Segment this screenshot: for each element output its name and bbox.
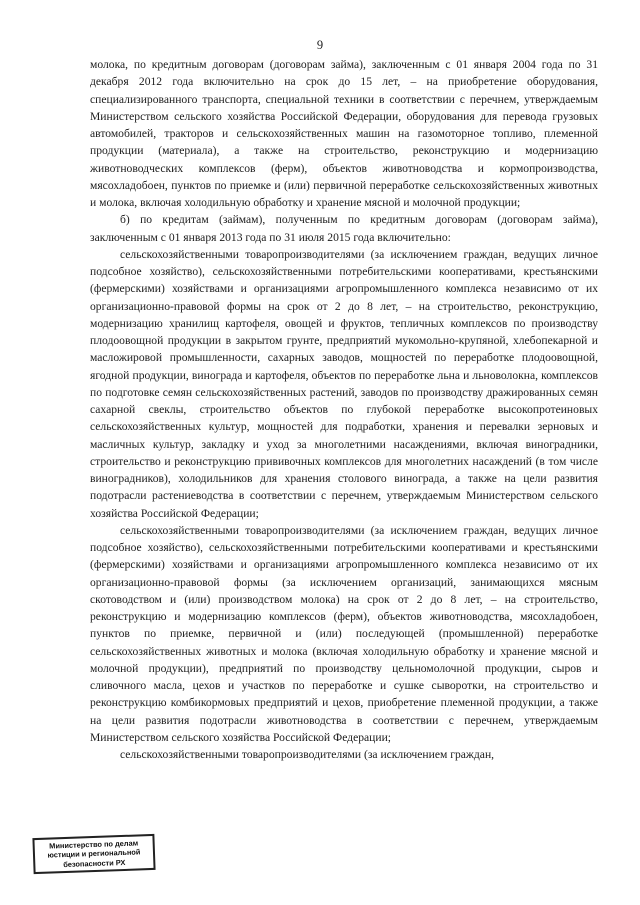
paragraph: сельскохозяйственными товаропроизводителями (за исключением граждан, ведущих личное подсобное хозяйство), сельскохозяйственными потребительскими кооперативами, крестьянскими (фермерскими) хозяйствами и организациями агропромышленного комплекса независимо от их организационно-правовой формы на срок от 2 до 8 лет, – на строительство, реконструкцию, модернизацию хранилищ картофеля, овощей и фруктов, тепличных комплексов по производству плодоовощной продукции в закрытом грунте, предприятий мукомольно-крупяной, хлебопекарной и масложировой промышленности, сахарных заводов, мощностей по переработке плодоовощной, ягодной продукции, винограда и картофеля, объектов по переработке льна и льноволокна, комплексов по подготовке семян сельскохозяйственных растений, заводов по производству дражированных семян сахарной свеклы, строительство объектов по глубокой переработке высокопротеиновых сельскохозяйственных культур, мощностей для подработки, хранения и перевалки зерновых и масличных культур, закладку и уход за многолетними насаждениями, включая виноградники, строительство и реконструкцию прививочных комплексов для многолетних насаждений (в том числе виноградников), холодильников для хранения столового винограда, а также на цели развития подотрасли растениеводства в соответствии с перечнем, утверждаемым Министерством сельского хозяйства Российской Федерации; bbox=[90, 247, 598, 520]
document-body bbox=[90, 56, 598, 763]
stamp-line: юстиции и региональной bbox=[47, 847, 141, 861]
stamp-line: Министерство по делам bbox=[49, 838, 139, 851]
paragraph: сельскохозяйственными товаропроизводителями (за исключением граждан, bbox=[120, 748, 495, 761]
paragraph: молока, по кредитным договорам (договорам займа), заключенным с 01 января 2004 года по 31 декабря 2012 года включительно на срок до 15 лет, – на приобретение оборудования, специализированного транспорта, специальной техники в соответствии с перечнем, утверждаемым Министерством сельского хозяйства Российской Федерации, оборудования для перевода грузовых автомобилей, тракторов и сельскохозяйственных машин на газомоторное топливо, племенной продукции (материала), а также на строительство, реконструкцию и модернизацию животноводческих комплексов (ферм), объектов животноводства и кормопроизводства, мясохладобоен, пунктов по приемке и (или) первичной переработке сельскохозяйственных животных и молока, включая холодильную обработку и хранение мясной и молочной продукции; bbox=[90, 58, 598, 209]
stamp-line: безопасности РХ bbox=[63, 857, 126, 869]
paragraph: сельскохозяйственными товаропроизводителями (за исключением граждан, ведущих личное подсобное хозяйство), сельскохозяйственными потребительскими кооперативами и крестьянскими (фермерскими) хозяйствами и организациями агропромышленного комплекса независимо от их организационно-правовой формы (за исключением организаций, занимающихся мясным скотоводством и (или) производством молока) на срок от 2 до 8 лет, – на строительство, реконструкцию и модернизацию комплексов (ферм), объектов животноводства, мясохладобоен, пунктов по приемке, первичной и (или) последующей (промышленной) переработке сельскохозяйственных животных и молока (включая холодильную обработку и хранение мясной и молочной продукции), предприятий по производству цельномолочной продукции, сыров и сливочного масла, цехов и участков по переработке и сушке сыворотки, на строительство и реконструкцию комбикормовых предприятий и цехов, приобретение племенной продукции, а также на цели развития подотрасли животноводства в соответствии с перечнем, утверждаемым Министерством сельского хозяйства Российской Федерации; bbox=[90, 523, 598, 744]
page-number: 9 bbox=[316, 38, 324, 52]
paragraph: б) по кредитам (займам), полученным по кредитным договорам (договорам займа), заключенным с 01 января 2013 года по 31 июля 2015 года включительно: bbox=[90, 213, 598, 244]
ministry-stamp bbox=[32, 834, 155, 874]
